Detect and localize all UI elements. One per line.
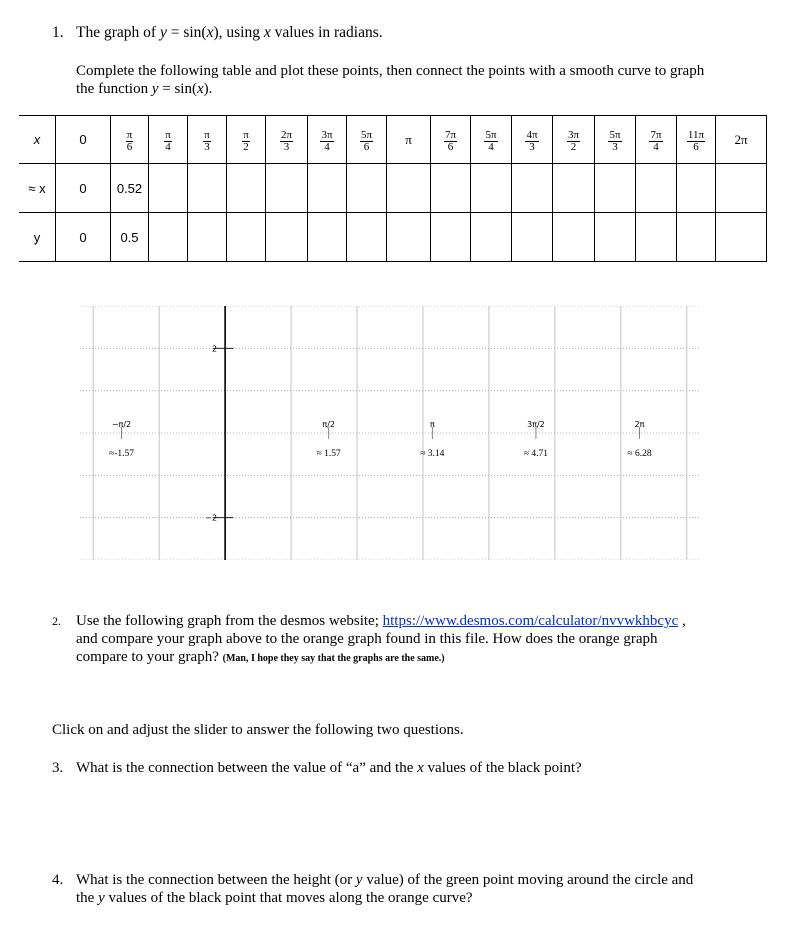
question-1-instructions: Complete the following table and plot these points, then connect the points with a smooth curve to graph the function y = sin(x). — [76, 63, 705, 97]
row-label-x: x — [19, 116, 56, 164]
row-label-y: y — [19, 213, 56, 262]
x-value-cell — [111, 116, 149, 164]
approx-x-cell[interactable] — [636, 164, 677, 213]
x-tick-approx-label: ≈-1.57 — [108, 449, 135, 459]
table-row-y — [19, 213, 767, 262]
question-number: 2. — [52, 614, 61, 628]
x-tick-approx-label: ≈ 6.28 — [627, 449, 652, 459]
x-tick-approx-label: ≈ 3.14 — [420, 449, 445, 459]
x-value-cell — [188, 116, 227, 164]
approx-x-cell[interactable] — [677, 164, 716, 213]
y-value-cell[interactable] — [595, 213, 636, 262]
y-value-cell[interactable] — [471, 213, 512, 262]
x-value-cell — [149, 116, 188, 164]
question-4: 4. What is the connection between the height (or y value) of the green point moving around the circle and the y values of the black point that moves along the orange curve? — [52, 872, 694, 906]
approx-x-cell[interactable] — [553, 164, 595, 213]
x-value-cell — [553, 116, 595, 164]
y-value-cell[interactable] — [266, 213, 308, 262]
x-value-cell — [347, 116, 387, 164]
table-row-approx-x — [19, 164, 767, 213]
sine-values-table — [19, 115, 767, 262]
fraction: $\frac{7\pi}{4}$ — [650, 129, 662, 153]
fraction: $\frac{3\pi}{4}$ — [321, 129, 333, 153]
fraction: $\frac{\pi}{6}$ — [126, 129, 133, 153]
approx-x-cell[interactable]: 0.52 — [111, 164, 149, 213]
x-value-cell: π — [387, 116, 431, 164]
question-number: 1. — [52, 24, 64, 41]
y-value-cell[interactable]: 0.5 — [111, 213, 149, 262]
blank-graph-grid — [80, 306, 700, 560]
x-tick-approx-label: ≈ 1.57 — [316, 449, 341, 459]
fraction: $\frac{\pi}{4}$ — [165, 129, 171, 153]
x-value-cell — [266, 116, 308, 164]
fraction: $\frac{5\pi}{3}$ — [609, 129, 621, 153]
x-value-cell — [595, 116, 636, 164]
table-row-x — [19, 116, 767, 164]
y-value-cell[interactable] — [188, 213, 227, 262]
approx-x-cell[interactable] — [716, 164, 767, 213]
row-label-approx-x: ≈ x — [19, 164, 56, 213]
approx-x-cell[interactable] — [227, 164, 266, 213]
x-value-cell — [471, 116, 512, 164]
y-value-cell[interactable] — [677, 213, 716, 262]
fraction: $\frac{5\pi}{6}$ — [360, 129, 373, 153]
approx-x-cell[interactable] — [149, 164, 188, 213]
approx-x-cell[interactable] — [266, 164, 308, 213]
question-2: 2. Use the following graph from the desmos website; https://www.desmos.com/calculator/nvvwkhbcyc , and compare your graph above to the orange graph found in this file. How does the orange graph compare to your graph? (Man, I hope they say that the graphs are the same.) — [52, 613, 686, 665]
approx-x-cell[interactable] — [471, 164, 512, 213]
x-value-cell — [308, 116, 347, 164]
fraction: $\frac{4\pi}{3}$ — [526, 129, 538, 153]
y-value-cell[interactable] — [227, 213, 266, 262]
x-value-cell — [431, 116, 471, 164]
x-tick-label: π — [429, 420, 435, 429]
question-1-title: 1. The graph of y = sin(x), using x values in radians. — [52, 24, 383, 41]
fraction: $\frac{7\pi}{6}$ — [444, 129, 457, 153]
approx-x-cell[interactable]: 0 — [56, 164, 111, 213]
aside-note: (Man, I hope they say that the graphs are the same.) — [222, 653, 445, 664]
fraction: $\frac{\pi}{3}$ — [204, 129, 210, 153]
desmos-link[interactable]: https://www.desmos.com/calculator/nvvwkhbcyc — [382, 613, 679, 629]
question-number: 4. — [52, 872, 64, 888]
x-tick-label: π/2 — [322, 420, 336, 429]
x-value-cell: 0 — [56, 116, 111, 164]
approx-x-cell[interactable] — [308, 164, 347, 213]
fraction: $\frac{11\pi}{6}$ — [687, 129, 705, 153]
y-value-cell[interactable] — [512, 213, 553, 262]
approx-x-cell[interactable] — [595, 164, 636, 213]
approx-x-cell[interactable] — [387, 164, 431, 213]
x-value-cell: 2π — [716, 116, 767, 164]
y-value-cell[interactable] — [347, 213, 387, 262]
y-value-cell[interactable] — [149, 213, 188, 262]
fraction: $\frac{\pi}{2}$ — [243, 129, 249, 153]
x-value-cell — [677, 116, 716, 164]
x-tick-label: 2π — [634, 420, 645, 429]
approx-x-cell[interactable] — [188, 164, 227, 213]
question-3: 3. What is the connection between the value of “a” and the x values of the black point? — [52, 760, 582, 776]
fraction: $\frac{2\pi}{3}$ — [280, 129, 293, 153]
x-value-cell — [636, 116, 677, 164]
y-value-cell[interactable]: 0 — [56, 213, 111, 262]
x-tick-label: −π/2 — [111, 420, 132, 429]
question-number: 3. — [52, 760, 64, 776]
x-tick-approx-label: ≈ 4.71 — [523, 449, 549, 459]
y-value-cell[interactable] — [636, 213, 677, 262]
x-tick-label: 3π/2 — [527, 420, 545, 429]
approx-x-cell[interactable] — [512, 164, 553, 213]
x-value-cell — [227, 116, 266, 164]
fraction: $\frac{5\pi}{4}$ — [485, 129, 497, 153]
y-value-cell[interactable] — [431, 213, 471, 262]
y-tick-label: −2 — [205, 513, 218, 523]
y-value-cell[interactable] — [553, 213, 595, 262]
y-tick-label: 2 — [212, 344, 218, 354]
x-value-cell — [512, 116, 553, 164]
y-value-cell[interactable] — [387, 213, 431, 262]
fraction: $\frac{3\pi}{2}$ — [567, 129, 580, 153]
approx-x-cell[interactable] — [431, 164, 471, 213]
y-value-cell[interactable] — [716, 213, 767, 262]
y-value-cell[interactable] — [308, 213, 347, 262]
approx-x-cell[interactable] — [347, 164, 387, 213]
slider-instruction: Click on and adjust the slider to answer the following two questions. — [52, 722, 464, 738]
